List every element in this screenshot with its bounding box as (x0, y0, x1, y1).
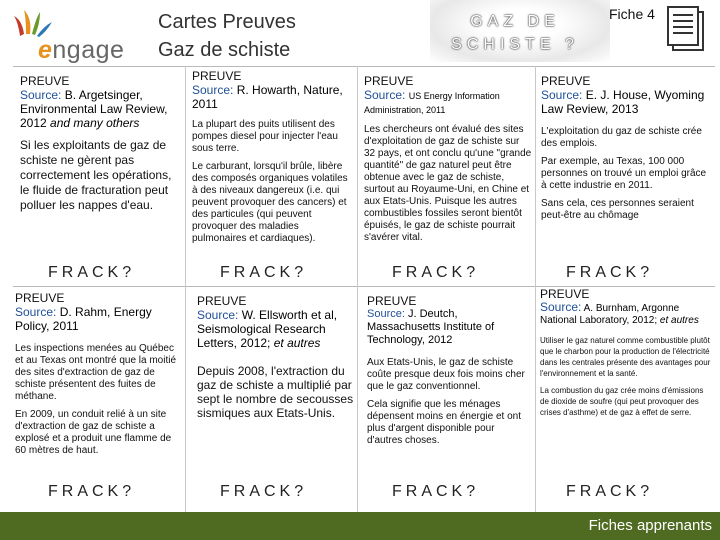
card-head: PREUVE (541, 75, 591, 88)
card-text: Les inspections menées au Québec et au Texas ont montré que la moitié des sites d'extraction de gaz de schiste présentent des fuites de méthane. (15, 343, 177, 402)
logo-burst-icon (12, 8, 82, 38)
engage-logo (10, 8, 135, 64)
card-head: PREUVE (15, 292, 65, 305)
card-text: En 2009, un conduit relié à un site d'extraction de gaz de schiste a explosé et a produit une flamme de 60 mètres de haut. (15, 409, 172, 456)
frack-label: FRACK? (220, 264, 308, 281)
evidence-card (541, 75, 711, 257)
grid-divider (13, 286, 715, 287)
evidence-card (197, 295, 355, 477)
card-source: Source: US Energy Information Administration, 2011 (364, 88, 500, 115)
frack-label: FRACK? (48, 264, 136, 281)
frack-label: FRACK? (220, 483, 308, 500)
frack-label: FRACK? (392, 264, 480, 281)
grid-divider (357, 66, 358, 512)
fiche-number: Fiche 4 (609, 6, 655, 22)
card-source: Source: B. Argetsinger, Environmental Law Review, 2012 and many others (20, 88, 168, 130)
card-text: Aux Etats-Unis, le gaz de schiste coûte presque deux fois moins cher que le gaz conventionnel. (367, 357, 525, 392)
evidence-card (364, 75, 532, 257)
card-source: Source: E. J. House, Wyoming Law Review, 2013 (541, 88, 705, 116)
card-text: Le carburant, lorsqu'il brûle, libère des composés organiques volatiles à des niveaux dangereux (i.e. qui peuvent provoquer des cancers) et des particules (qui peuvent provoquer des maladies pulmonaires et cardiaques). (192, 161, 348, 244)
evidence-card (20, 75, 180, 255)
evidence-card (367, 295, 529, 477)
card-head: PREUVE (192, 70, 242, 83)
card-text: Cela signifie que les ménages dépensent moins en énergie et ont plus d'argent disponible pour d'autres choses. (367, 399, 521, 446)
frack-label: FRACK? (566, 483, 654, 500)
card-head: PREUVE (540, 288, 590, 301)
card-text: L'exploitation du gaz de schiste crée des emplois. (541, 126, 702, 149)
card-text: La plupart des puits utilisent des pompes diesel pour injecter l'eau sous terre. (192, 119, 338, 154)
card-text: Les chercheurs ont évalué des sites d'exploitation de gaz de schiste sur 32 pays, et ont conclu qu'une "grande quantité" de gaz naturel peut être obtenue avec le gaz de schiste, surtout au Royaume-Uni, en Chine et aux Etats-Unis. Puisque les autres combustibles fossiles seront bientôt épuisés, le gaz de schiste pourrait s'avérer vital. (364, 124, 532, 243)
footer-bar (0, 512, 720, 540)
evidence-card (540, 288, 712, 478)
frack-label: FRACK? (48, 483, 136, 500)
card-source: Source: R. Howarth, Nature, 2011 (192, 83, 343, 111)
card-text: Par exemple, au Texas, 100 000 personnes on trouvé un emploi grâce à cette industrie en 2011. (541, 156, 707, 191)
evidence-card (15, 292, 183, 477)
grid-divider (535, 66, 536, 512)
card-text: La combustion du gaz crée moins d'émissions de dioxide de soufre (qui peut provoquer des crises d'asthme) et de gaz à effet de serre. (540, 386, 704, 417)
card-text: Depuis 2008, l'extraction du gaz de schiste a multiplié par sept le nombre de secousses sismiques aux Etats-Unis. (197, 364, 354, 420)
card-head: PREUVE (197, 295, 247, 308)
grid-divider (185, 66, 186, 512)
evidence-card (192, 70, 352, 252)
card-text: Sans cela, ces personnes seraient peut-être au chômage (541, 198, 694, 221)
card-head: PREUVE (364, 75, 414, 88)
footer-label: Fiches apprenants (588, 517, 712, 534)
card-source: Source: D. Rahm, Energy Policy, 2011 (15, 305, 152, 333)
card-head: PREUVE (367, 295, 417, 308)
card-source: Source: W. Ellsworth et al, Seismological Research Letters, 2012; et autres (197, 308, 338, 350)
card-source: Source: A. Burnham, Argonne National Laboratory, 2012; et autres (540, 300, 699, 326)
logo-wordmark: engage (38, 36, 125, 64)
page-title: Cartes Preuves Gaz de schiste (158, 11, 296, 61)
card-source: Source: J. Deutch, Massachusetts Institute of Technology, 2012 (367, 308, 495, 346)
card-text: Utiliser le gaz naturel comme combustible plutôt que le charbon pour la production de l'électricité dans les centrales présente des avantages pour l'environnement et la santé. (540, 336, 711, 378)
card-text: Si les exploitants de gaz de schiste ne gèrent pas correctement les opérations, le fluide de fracturation peut polluer les nappes d'eau. (20, 138, 172, 212)
document-stack-icon (663, 2, 715, 54)
gaz-de-schiste-title: GAZ DE SCHISTE ? (451, 13, 579, 53)
frack-label: FRACK? (566, 264, 654, 281)
grid-divider (13, 66, 715, 67)
card-head: PREUVE (20, 75, 70, 88)
frack-label: FRACK? (392, 483, 480, 500)
